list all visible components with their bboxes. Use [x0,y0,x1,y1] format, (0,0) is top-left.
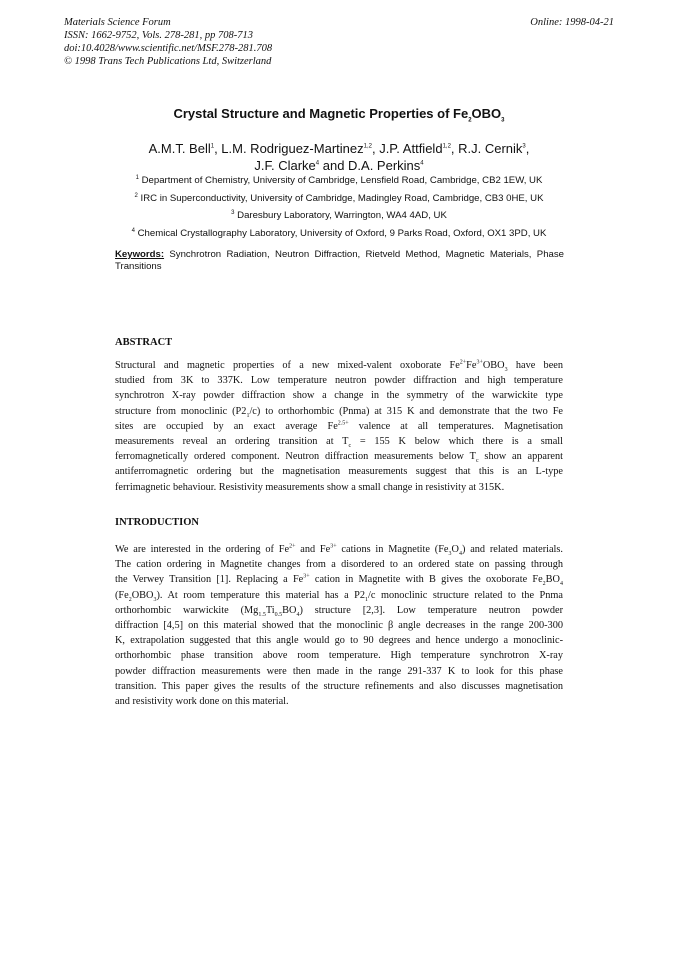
abstract-body [115,358,563,495]
paper-title: Crystal Structure and Magnetic Properties of $Fe_2OBO_3$ [173,106,505,124]
intro-line: We are interested in the ordering of $Fe^{2+}$ and $Fe^{3+}$ cations in Magnetite $(Fe_3O_4)$ and related materials. [115,543,563,558]
abstract-line: structure from monoclinic $(P2_1/c)$ to orthorhombic (Pnma) at 315 K and demonstrate that the two Fe [115,405,563,419]
keywords-text: Synchrotron Radiation, Neutron Diffraction, Rietveld Method, Magnetic Materials, Phase Transitions [115,249,564,272]
keywords-label: Keywords: [115,249,165,260]
intro-line: the Verwey Transition [1]. Replacing a $Fe^{3+}$ cation in Magnetite with B gives the oxoborate $Fe_2BO_4$ [115,573,563,588]
doi-link[interactable]: doi:10.4028/www.scientific.net/MSF.278-281.708 [64,43,273,54]
abstract-heading: ABSTRACT [115,337,173,348]
intro-line: $(Fe_2OBO_3)$. At room temperature this material has a $P2_1/c$ monoclinic structure related to the Pnma [115,589,563,603]
affiliation-2: $^2$ IRC in Superconductivity, University of Cambridge, Madingley Road, Cambridge, CB3 0HE, UK [134,192,544,204]
journal-header [64,16,272,68]
intro-line: K, extrapolation suggested that this angle would go to 90 degrees and hence undergo a monoclinic- [115,635,563,647]
journal-name: Materials Science Forum [64,17,171,28]
online-date: Online: 1998-04-21 [530,17,614,28]
intro-line: and resistivity work done on this material. [115,696,289,708]
author-list [0,140,678,174]
author-line-1: A.M.T. Bell$^1$, L.M. Rodriguez-Martinez$^{1,2}$, J.P. Attfield$^{1,2}$, R.J. Cernik$^3$, [148,141,530,156]
affiliation-1: $^1$ Department of Chemistry, University of Cambridge, Lensfield Road, Cambridge, CB2 1EW, UK [135,174,543,186]
copyright-line: © 1998 Trans Tech Publications Ltd, Switzerland [64,56,272,67]
intro-line: powder diffraction measurements were then made in the range 291-337 K to look for this phase [115,665,563,677]
issn-line: ISSN: 1662-9752, Vols. 278-281, pp 708-713 [64,30,253,41]
abstract-line: synchrotron X-ray powder diffraction show a change in the symmetry of the warwickite type [115,390,563,402]
introduction-heading: INTRODUCTION [115,517,200,528]
intro-line: orthorhombic warwickite $(Mg_{1.5}Ti_{0.5}BO_4)$ structure [2,3]. Low temperature neutron powder [115,604,563,618]
intro-line: transition. This paper gives the results of the structure refinements and also discusses magnetisation [115,680,563,692]
abstract-line: Structural and magnetic properties of a new mixed-valent oxoborate $Fe^{2+}Fe^{3+}OBO_3$ have been [115,359,563,374]
intro-line: orthorhombic phase transition above room temperature. High temperature synchrotron X-ray [115,650,563,662]
abstract-line: studied from 3K to 337K. Low temperature neutron powder diffraction and high temperature [115,375,563,387]
keywords [115,249,564,273]
abstract-line: measurements reveal an ordering transition at $T_c = 155$ K below which there is a small [115,436,564,450]
introduction-body [115,542,563,709]
author-line-2: J.F. Clarke$^4$ and D.A. Perkins$^4$ [254,158,424,173]
affiliation-4: $^4$ Chemical Crystallography Laboratory, University of Oxford, 9 Parks Road, Oxford, OX1 3PD, UK [131,227,547,239]
affiliation-3: $^3$ Daresbury Laboratory, Warrington, WA4 4AD, UK [231,209,447,221]
abstract-line: antiferromagnetic ordering but the magnetisation measurements suggest that this is an L-type [115,466,563,478]
abstract-line: ferromagnetically ordered component. Neutron diffraction measurements below $T_c$ show an apparent [115,451,563,465]
intro-line: diffraction [4,5] on this material showed that the monoclinic β angle decreases in the range 200-300 [115,620,563,632]
abstract-line: ferrimagnetic behaviour. Resistivity measurements show a small change in resistivity at 315K. [115,481,505,493]
intro-line: The cation ordering in Magnetite changes from a disordered to an ordered state on passing through [115,559,563,571]
abstract-line: sites are occupied by an exact average $Fe^{2.5+}$ valence at all temperatures. Magnetisation [115,420,563,432]
